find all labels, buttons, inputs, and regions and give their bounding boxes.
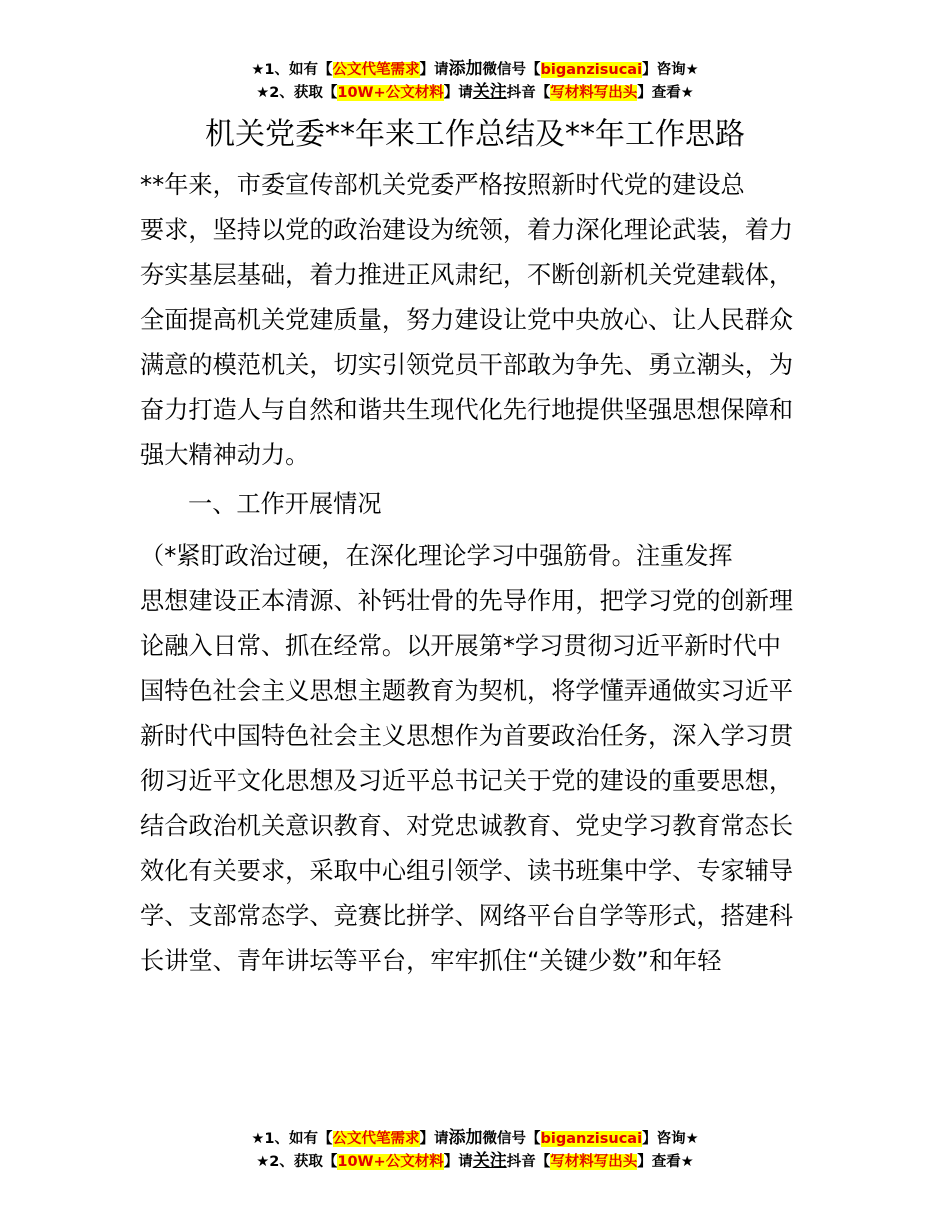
- banner-highlight: 写材料写出头: [550, 1154, 638, 1170]
- banner-text: 】请: [443, 1154, 473, 1170]
- banner-emphasis: 添加: [448, 1128, 483, 1148]
- banner-emphasis: 关注: [472, 1151, 507, 1171]
- banner-line-2: [0, 81, 950, 104]
- text-line: 效化有关要求，采取中心组引领学、读书班集中学、专家辅导: [140, 857, 794, 885]
- banner-text: 】咨询★: [642, 1131, 699, 1147]
- banner-text: 抖音【: [506, 85, 551, 101]
- text-line: 结合政治机关意识教育、对党忠诚教育、党史学习教育常态长: [140, 812, 794, 840]
- header-banner: [0, 58, 950, 104]
- banner-text: ★1、如有【: [251, 62, 333, 78]
- footer-banner: [0, 1127, 950, 1173]
- banner-text: 】请: [443, 85, 473, 101]
- text-line: 奋力打造人与自然和谐共生现代化先行地提供坚强思想保障和: [140, 396, 794, 424]
- banner-highlight: 公文代笔需求: [332, 1131, 420, 1147]
- text-line: 论融入日常、抓在经常。以开展第*学习贯彻习近平新时代中: [140, 632, 781, 660]
- section-heading: 一、工作开展情况: [188, 490, 382, 518]
- banner-text: 】咨询★: [642, 62, 699, 78]
- text-line: 彻习近平文化思想及习近平总书记关于党的建设的重要思想，: [140, 767, 794, 795]
- text-line: 学、支部常态学、竞赛比拼学、网络平台自学等形式，搭建科: [140, 902, 794, 930]
- banner-text: ★2、获取【: [256, 1154, 338, 1170]
- banner-emphasis: 关注: [472, 82, 507, 102]
- banner-line-1: [0, 58, 950, 81]
- banner-text: 】查看★: [637, 85, 694, 101]
- text-line: 强大精神动力。: [140, 441, 310, 469]
- banner-text: 抖音【: [506, 1154, 551, 1170]
- banner-text: 微信号【: [482, 62, 541, 78]
- banner-text: ★2、获取【: [256, 85, 338, 101]
- banner-text: 微信号【: [482, 1131, 541, 1147]
- paragraph-section-1: [140, 534, 812, 984]
- banner-highlight: 写材料写出头: [550, 85, 638, 101]
- text-line: 国特色社会主义思想主题教育为契机，将学懂弄通做实习近平: [140, 677, 794, 705]
- banner-wechat-id: biganzisucai: [540, 1131, 643, 1147]
- banner-wechat-id: biganzisucai: [540, 62, 643, 78]
- text-line: **年来，市委宣传部机关党委严格按照新时代党的建设总: [140, 171, 745, 199]
- banner-text: 】请: [419, 1131, 449, 1147]
- text-line: （*紧盯政治过硬，在深化理论学习中强筋骨。注重发挥: [140, 542, 733, 570]
- paragraph-intro: [140, 163, 812, 478]
- text-line: 新时代中国特色社会主义思想作为首要政治任务，深入学习贯: [140, 722, 794, 750]
- banner-line-1: [0, 1127, 950, 1150]
- banner-text: ★1、如有【: [251, 1131, 333, 1147]
- banner-emphasis: 添加: [448, 59, 483, 79]
- document-title: 机关党委**年来工作总结及**年工作思路: [205, 117, 745, 152]
- banner-highlight: 10W+公文材料: [337, 85, 444, 101]
- banner-line-2: [0, 1150, 950, 1173]
- text-line: 要求，坚持以党的政治建设为统领，着力深化理论武装，着力: [140, 216, 794, 244]
- banner-highlight: 10W+公文材料: [337, 1154, 444, 1170]
- text-line: 夯实基层基础，着力推进正风肃纪，不断创新机关党建载体，: [140, 261, 794, 289]
- banner-text: 】请: [419, 62, 449, 78]
- text-line: 思想建设正本清源、补钙壮骨的先导作用，把学习党的创新理: [140, 587, 794, 615]
- text-line: 长讲堂、青年讲坛等平台，牢牢抓住“关键少数”和年轻: [140, 947, 722, 975]
- text-line: 满意的模范机关，切实引领党员干部敢为争先、勇立潮头，为: [140, 351, 794, 379]
- banner-highlight: 公文代笔需求: [332, 62, 420, 78]
- text-line: 全面提高机关党建质量，努力建设让党中央放心、让人民群众: [140, 306, 794, 334]
- banner-text: 】查看★: [637, 1154, 694, 1170]
